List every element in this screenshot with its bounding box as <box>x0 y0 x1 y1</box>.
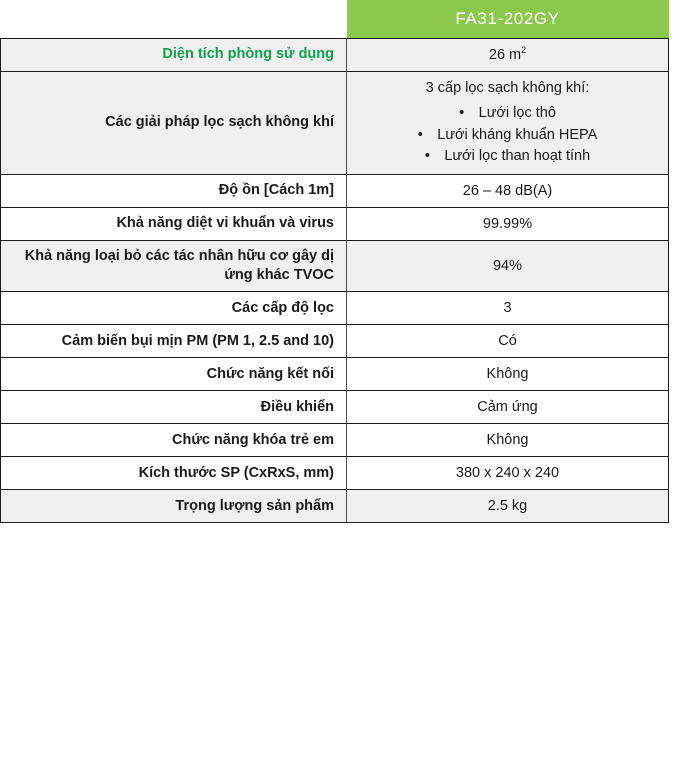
table-row <box>1 175 669 208</box>
spec-value <box>347 39 669 72</box>
spec-label: Độ ồn [Cách 1m] <box>1 175 347 208</box>
spec-value: Không <box>347 358 669 391</box>
bullet-icon: • <box>417 126 423 143</box>
table-row <box>1 358 669 391</box>
spec-value-text: 26 m <box>488 47 522 63</box>
bullet-icon: • <box>424 148 430 165</box>
spec-label: Chức năng khóa trẻ em <box>1 424 347 457</box>
spec-value: 2.5 kg <box>347 490 669 523</box>
list-item <box>357 146 658 168</box>
list-item <box>357 103 658 125</box>
spec-label: Các giải pháp lọc sạch không khí <box>1 72 347 175</box>
spec-label: Diện tích phòng sử dụng <box>1 39 347 72</box>
table-row <box>1 208 669 241</box>
spec-label: Trọng lượng sản phẩm <box>1 490 347 523</box>
spec-value <box>347 72 669 175</box>
spec-value: 99.99% <box>347 208 669 241</box>
spec-value: 94% <box>347 241 669 292</box>
spec-label: Các cấp độ lọc <box>1 292 347 325</box>
header-blank-cell <box>1 0 347 39</box>
spec-label: Chức năng kết nối <box>1 358 347 391</box>
table-row <box>1 424 669 457</box>
spec-label: Khả năng loại bỏ các tác nhân hữu cơ gây dị ứng khác TVOC <box>1 241 347 292</box>
spec-value: Không <box>347 424 669 457</box>
table-row <box>1 241 669 292</box>
spec-value: 26 – 48 dB(A) <box>347 175 669 208</box>
table-body <box>1 39 669 523</box>
spec-label: Điều khiển <box>1 391 347 424</box>
list-item-label: Lưới lọc than hoạt tính <box>444 148 591 165</box>
spec-label: Kích thước SP (CxRxS, mm) <box>1 457 347 490</box>
table-row <box>1 292 669 325</box>
list-item-label: Lưới lọc thô <box>478 104 556 121</box>
table-row <box>1 490 669 523</box>
filter-list-intro: 3 cấp lọc sạch không khí: <box>425 80 590 96</box>
table-row <box>1 72 669 175</box>
product-model-header: FA31-202GY <box>347 0 669 39</box>
spec-value: Có <box>347 325 669 358</box>
spec-value-superscript: 2 <box>521 45 527 56</box>
table-row <box>1 457 669 490</box>
table-header <box>1 0 669 39</box>
header-row <box>1 0 669 39</box>
spec-value: 380 x 240 x 240 <box>347 457 669 490</box>
spec-label: Cảm biến bụi mịn PM (PM 1, 2.5 and 10) <box>1 325 347 358</box>
spec-label: Khả năng diệt vi khuẩn và virus <box>1 208 347 241</box>
list-item <box>357 125 658 147</box>
bullet-icon: • <box>459 104 465 121</box>
filter-list <box>357 103 658 168</box>
table-row <box>1 325 669 358</box>
table-row <box>1 39 669 72</box>
spec-value: 3 <box>347 292 669 325</box>
list-item-label: Lưới kháng khuẩn HEPA <box>437 126 598 143</box>
table-row <box>1 391 669 424</box>
spec-value: Cảm ứng <box>347 391 669 424</box>
